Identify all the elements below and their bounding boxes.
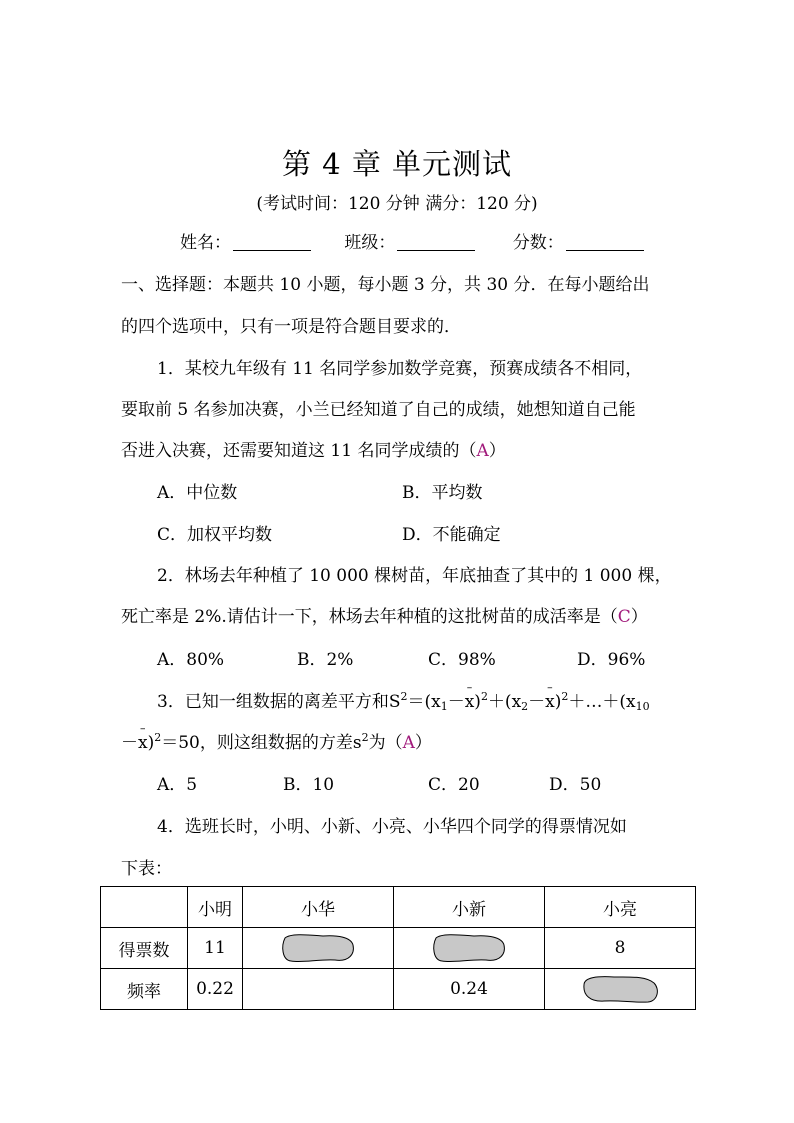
q3-text: ) — [554, 692, 562, 712]
q3-close: ） — [414, 733, 432, 753]
q1-close: ） — [488, 441, 506, 461]
q2-option-a: A．80% — [157, 650, 225, 670]
section-heading-line1: 一、选择题：本题共 10 小题，每小题 3 分，共 30 分．在每小题给出 — [121, 275, 650, 295]
q3-sup: 2 — [154, 731, 162, 744]
q2-option-b: B．2% — [297, 650, 354, 670]
student-info-row — [180, 231, 644, 255]
q3-text: 3．已知一组数据的离差平方和S — [157, 692, 401, 712]
table-header: 小华 — [243, 887, 394, 928]
q3-sup: 2 — [361, 731, 369, 744]
q3-text: 为（ — [368, 733, 403, 753]
q1-stem-end: 否进入决赛，还需要知道这 11 名同学成绩的（ — [121, 441, 477, 461]
table-cell — [243, 969, 394, 1010]
q1-option-d: D．不能确定 — [402, 525, 501, 545]
score-label: 分数： — [512, 233, 564, 253]
q3-text: ＝50，则这组数据的方差s — [161, 733, 362, 753]
q3-option-d: D．50 — [549, 775, 602, 795]
table-header: 小亮 — [545, 887, 696, 928]
exam-info: (考试时间：120 分钟 满分：120 分) — [256, 194, 538, 214]
q3-mean-x: – x — [545, 690, 555, 714]
table-row — [101, 928, 696, 969]
q4-line1: 4．选班长时，小明、小新、小亮、小华四个同学的得票情况如 — [157, 817, 627, 837]
q3-answer: A — [402, 733, 415, 753]
table-cell: 8 — [545, 928, 696, 969]
q3-text: ) — [147, 733, 155, 753]
name-label: 姓名： — [180, 233, 231, 253]
q1-option-a: A．中位数 — [157, 483, 238, 503]
class-label: 班级： — [344, 233, 396, 253]
table-header: 小新 — [394, 887, 545, 928]
q1-line3 — [121, 439, 506, 463]
page-title: 第 4 章 单元测试 — [281, 147, 513, 181]
q3-sub: 2 — [521, 700, 529, 713]
q4-line2: 下表： — [121, 859, 172, 879]
q3-text: － — [528, 692, 546, 712]
q3-mean-x: – x — [138, 731, 148, 755]
class-blank — [397, 232, 475, 251]
q2-stem-end: 死亡率是 2%.请估计一下，林场去年种植的这批树苗的成活率是（ — [121, 607, 618, 627]
q1-answer: A — [476, 441, 489, 461]
q1-line1: 1．某校九年级有 11 名同学参加数学竞赛，预赛成绩各不相同， — [157, 359, 643, 379]
q3-mean-x: – x — [465, 690, 475, 714]
q3-text: ) — [474, 692, 481, 712]
q3-text: ＝(x — [407, 692, 441, 712]
ink-blot-image — [580, 973, 660, 1005]
q3-sup: 2 — [400, 690, 408, 703]
q3-text: － — [447, 692, 465, 712]
table-cell: 频率 — [101, 969, 188, 1010]
q3-sub: 1 — [440, 700, 448, 713]
q2-line2 — [121, 605, 648, 629]
q2-answer: C — [617, 607, 631, 627]
q2-option-d: D．96% — [577, 650, 646, 670]
section-heading-line2: 的四个选项中，只有一项是符合题目要求的． — [121, 317, 461, 337]
table-cell: 0.24 — [394, 969, 545, 1010]
table-cell-blotted — [243, 928, 394, 969]
q2-close: ） — [630, 607, 648, 627]
q3-sub: 10 — [635, 700, 650, 713]
q3-text: ＋(x — [487, 692, 522, 712]
table-cell — [101, 887, 188, 928]
table-cell: 得票数 — [101, 928, 188, 969]
table-cell-blotted — [545, 969, 696, 1010]
table-cell-blotted — [394, 928, 545, 969]
table-cell: 11 — [188, 928, 243, 969]
q1-option-c: C．加权平均数 — [157, 525, 273, 545]
ink-blot-image — [279, 932, 357, 964]
q3-option-c: C．20 — [428, 775, 480, 795]
q3-sup: 2 — [480, 690, 488, 703]
score-blank — [566, 232, 644, 251]
q3-line2 — [121, 731, 432, 755]
q3-sup: 2 — [561, 690, 569, 703]
q3-text: ＋…＋(x — [568, 692, 636, 712]
q3-text: － — [121, 733, 138, 753]
q2-option-c: C．98% — [428, 650, 496, 670]
q1-option-b: B．平均数 — [402, 483, 483, 503]
table-cell: 0.22 — [188, 969, 243, 1010]
table-row — [101, 969, 696, 1010]
q2-line1: 2．林场去年种植了 10 000 棵树苗，年底抽查了其中的 1 000 棵， — [157, 566, 672, 586]
q3-option-b: B．10 — [283, 775, 335, 795]
q1-line2: 要取前 5 名参加决赛，小兰已经知道了自己的成绩，她想知道自己能 — [121, 400, 636, 420]
name-blank — [233, 232, 311, 251]
table-header: 小明 — [188, 887, 243, 928]
table-header-row — [101, 887, 696, 928]
q3-option-a: A．5 — [157, 775, 198, 795]
vote-table — [100, 886, 696, 1010]
ink-blot-image — [430, 932, 508, 964]
q3-line1 — [157, 690, 650, 714]
